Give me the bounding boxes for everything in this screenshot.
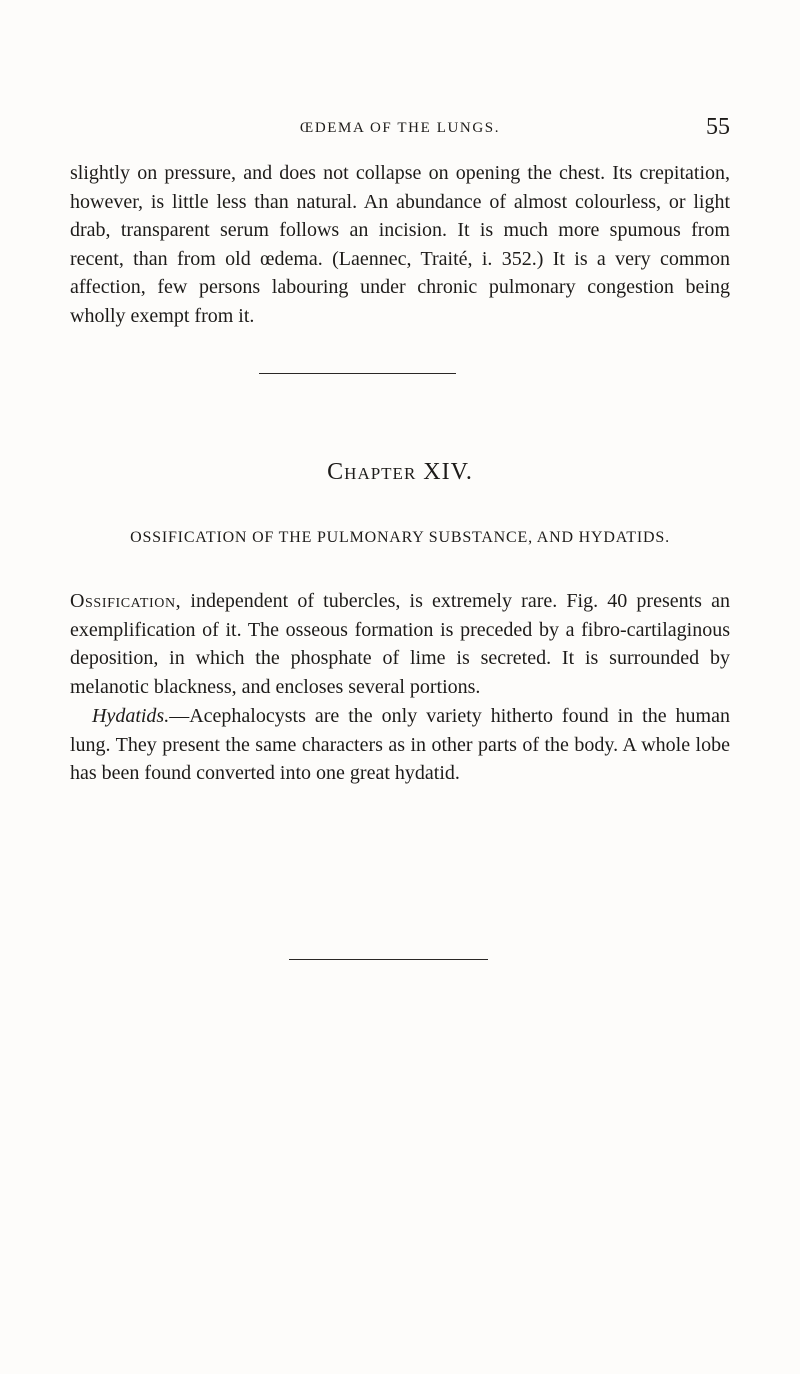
paragraph-hydatids — [70, 702, 730, 788]
hydatids-lead-word: Hydatids. — [92, 705, 170, 727]
paragraph-ossification — [70, 587, 730, 701]
section-divider-bottom — [289, 959, 488, 960]
chapter-subtitle: OSSIFICATION OF THE PULMONARY SUBSTANCE, AND HYDATIDS. — [130, 529, 670, 546]
ossification-lead-word: Ossification, — [70, 590, 182, 612]
ossification-text: independent of tubercles, is extremely rare. Fig. 40 presents an exemplification of it. The osseous formation is preceded by a fibro-cartilaginous deposition, in which the phosphate of lime is secreted. It is surrounded by melanotic blackness, and encloses several portions. — [70, 590, 730, 698]
running-head — [70, 114, 730, 142]
paragraph-oedema-continued: slightly on pressure, and does not collapse on opening the chest. Its crepitation, however, is little less than natural. An abundance of almost colourless, or light drab, transparent serum follows an incision. It is much more spumous from recent, than from old œdema. (Laennec, Traité, i. 352.) It is a very common affection, few persons labouring under chronic pulmonary congestion being wholly exempt from it. — [70, 162, 730, 327]
running-title: ŒDEMA OF THE LUNGS. — [299, 120, 501, 136]
hydatids-text: —Acephalocysts are the only variety hitherto found in the human lung. They present the same characters as in other parts of the body. A whole lobe has been found converted into one great hydatid. — [70, 705, 730, 785]
section-divider-top — [259, 373, 456, 374]
page-number: 55 — [706, 114, 730, 140]
chapter-title: Chapter XIV. — [327, 459, 473, 485]
